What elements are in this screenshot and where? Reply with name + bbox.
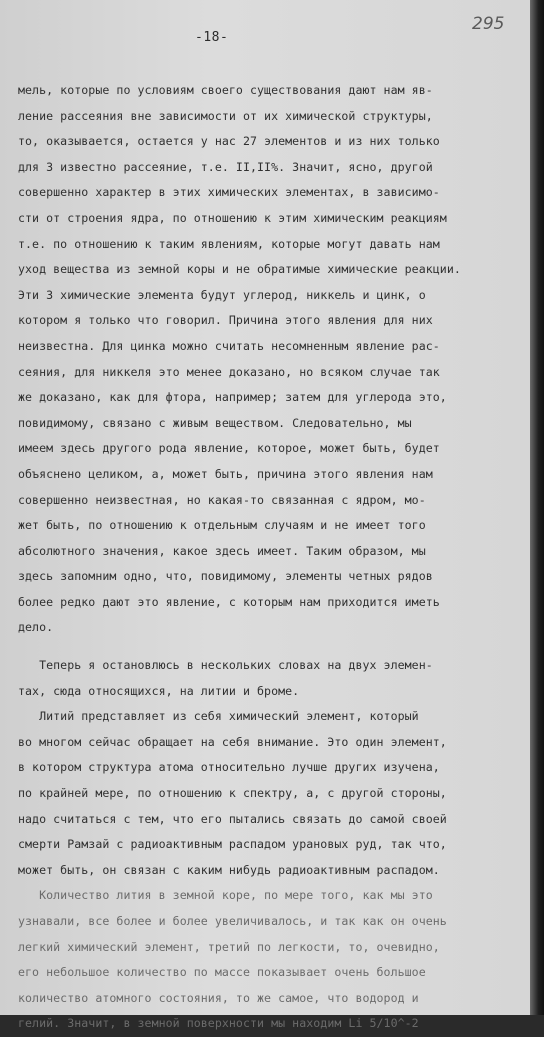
text-line: же доказано, как для фтора, например; затем для углерода это, [18, 390, 447, 405]
text-line: надо считаться с тем, что его пытались связать до самой своей [18, 811, 447, 826]
text-line: мель, которые по условиям своего существования дают нам яв- [18, 83, 433, 97]
text-line: Количество лития в земной коре, по мере того, как мы это [18, 888, 433, 903]
text-line: во многом сейчас обращает на себя внимание. Это один элемент, [18, 734, 447, 749]
text-line: т.е. по отношению к таким явлениям, которые могут давать нам [18, 236, 440, 251]
text-line: Эти 3 химические элемента будут углерод, никкель и цинк, о [18, 287, 426, 302]
scan-dark-edge [530, 0, 544, 1015]
text-line: в котором структура атома относительно лучше других изучена, [18, 760, 440, 775]
text-line: его небольшое количество по массе показывает очень большое [18, 965, 426, 980]
text-line: сти от строения ядра, по отношению к этим химическим реакциям [18, 210, 447, 225]
text-line: котором я только что говорил. Причина этого явления для них [18, 313, 433, 328]
text-line: совершенно характер в этих химических элементах, в зависимо- [18, 185, 440, 200]
text-line: имеем здесь другого рода явление, которое, может быть, будет [18, 441, 440, 456]
text-line: повидимому, связано с живым веществом. Следовательно, мы [18, 415, 412, 430]
text-line: смерти Рамзай с радиоактивным распадом урановых руд, так что, [18, 837, 447, 852]
page-number: -18- [195, 30, 229, 45]
text-line: жет быть, по отношению к отдельным случаям и не имеет того [18, 518, 426, 533]
text-line: здесь запомним одно, что, повидимому, элементы четных рядов [18, 569, 433, 584]
text-line: дело. [18, 620, 54, 635]
text-line: для 3 известно рассеяние, т.е. II,II%. Значит, ясно, другой [18, 159, 433, 174]
text-line: уход вещества из земной коры и не обратимые химические реакции. [18, 262, 461, 277]
archive-page-number: 295 [472, 14, 505, 34]
text-line: более редко дают это явление, с которым нам приходится иметь [18, 594, 440, 609]
text-line: может быть, он связан с каким нибудь радиоактивным распадом. [18, 862, 440, 877]
text-line: гелий. Значит, в земной поверхности мы находим Li 5/10^-2 [18, 1016, 419, 1031]
paragraph-gap [18, 641, 526, 653]
text-line: легкий химический элемент, третий по легкости, то, очевидно, [18, 939, 440, 954]
text-line: объяснено целиком, а, может быть, причина этого явления нам [18, 466, 433, 481]
text-line: Литий представляет из себя химический элемент, который [18, 709, 419, 724]
text-line: по крайней мере, по отношению к спектру, а, с другой стороны, [18, 786, 447, 801]
text-line: ление рассеяния вне зависимости от их химической структуры, [18, 108, 433, 123]
text-line: количество атомного состояния, то же самое, что водород и [18, 990, 419, 1005]
text-line: Теперь я остановлюсь в нескольких словах на двух элемен- [18, 658, 433, 673]
text-line: сеяния, для никкеля это менее доказано, но всяком случае так [18, 364, 440, 379]
text-line: то, оказывается, остается у нас 27 элементов и из них только [18, 134, 440, 149]
text-line: тах, сюда относящихся, на литии и броме. [18, 683, 300, 698]
body-text [18, 78, 526, 1037]
text-line: узнавали, все более и более увеличивалось, и так как он очень [18, 914, 447, 928]
text-line: совершенно неизвестная, но какая-то связанная с ядром, мо- [18, 492, 426, 507]
text-line: абсолютного значения, какое здесь имеет. Таким образом, мы [18, 543, 426, 558]
text-line: неизвестна. Для цинка можно считать несомненным явление рас- [18, 338, 440, 353]
